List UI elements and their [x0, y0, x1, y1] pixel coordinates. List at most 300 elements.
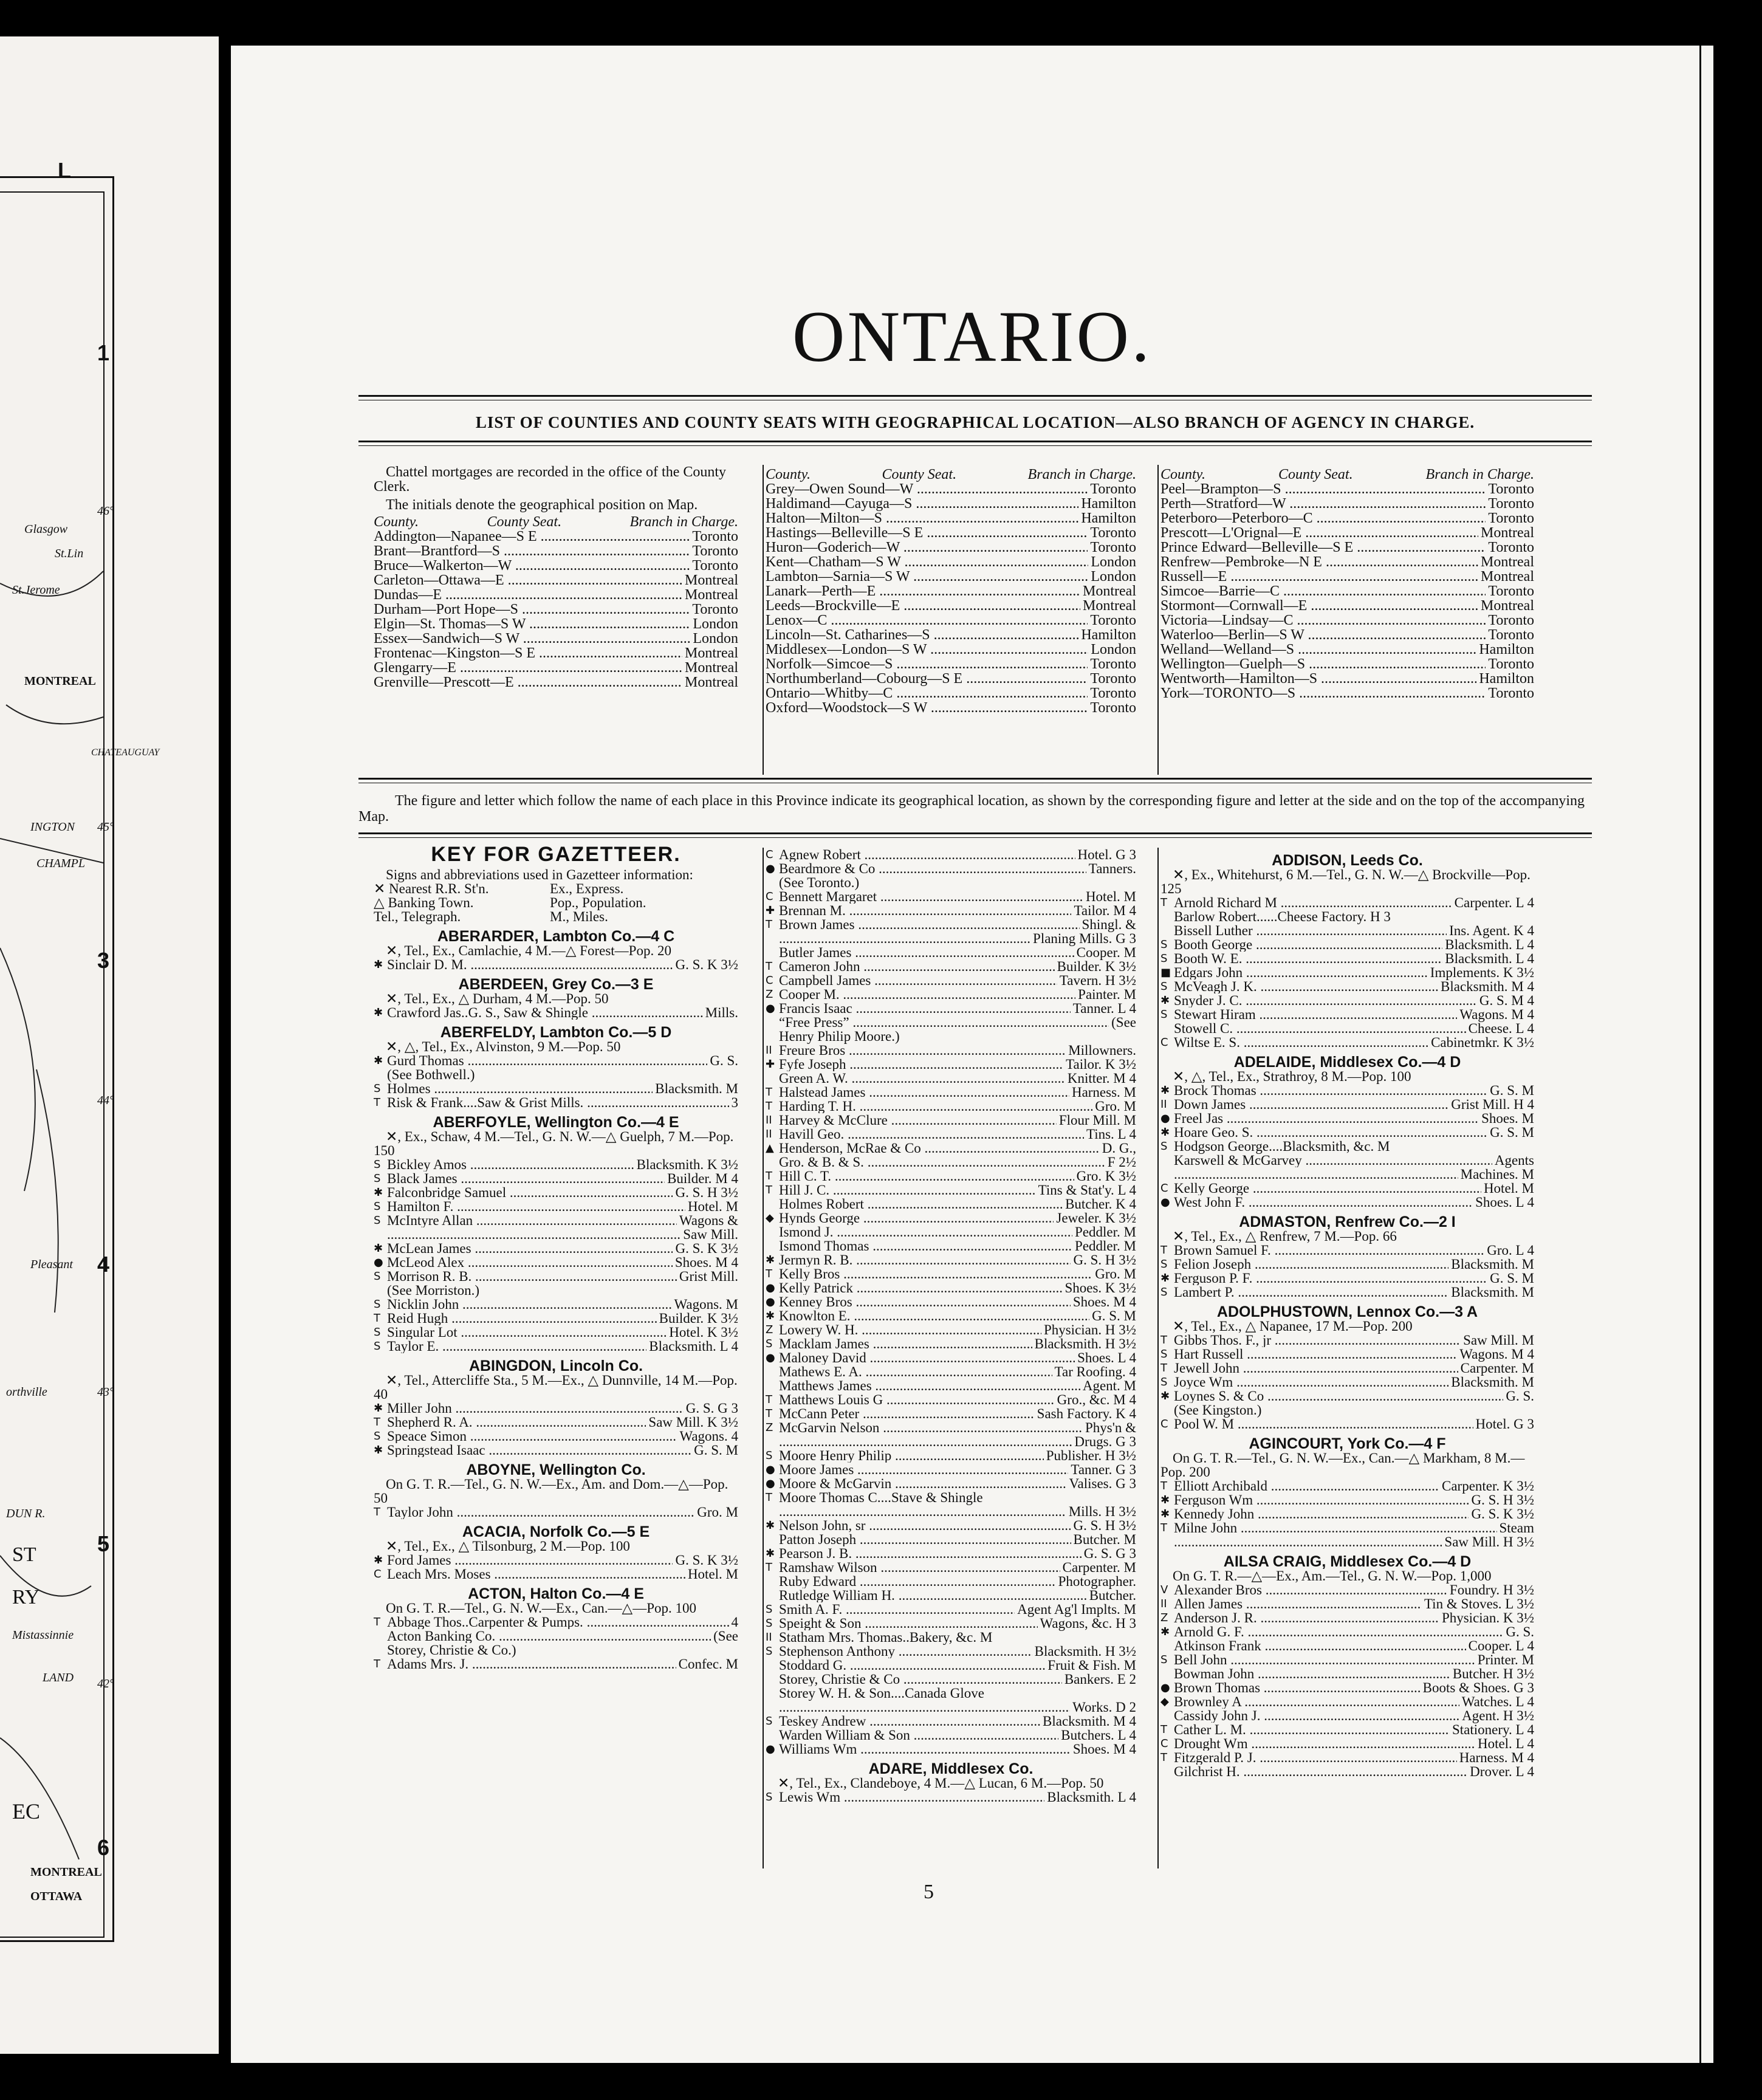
business-entry [766, 1574, 1136, 1588]
business-symbol: C [1160, 1737, 1168, 1750]
business-entry [766, 848, 1136, 862]
gazetteer-column-3 [1160, 848, 1534, 1779]
business-symbol: ● [374, 1256, 383, 1269]
county-name-seat: Lenox—C ..... [766, 613, 1088, 628]
business-trade: G. S. M 4 [1479, 993, 1534, 1008]
business-symbol: T [1160, 1334, 1167, 1347]
business-name: Hynds George ..... [779, 1211, 1054, 1225]
column-divider [763, 465, 764, 775]
business-name: Cassidy John J. ..... [1174, 1709, 1459, 1723]
gazetteer-column-1 [374, 843, 738, 1672]
gazetteer-page [231, 46, 1713, 2063]
business-name: “Free Press” ..... [779, 1015, 1109, 1029]
key-item-row [374, 910, 738, 924]
county-row [766, 569, 1136, 584]
business-symbol [1160, 910, 1174, 924]
county-name-seat: Addington—Napanee—S E ..... [374, 529, 690, 544]
business-trade: Drugs. G 3 [1074, 1434, 1136, 1449]
county-branch: Toronto [1090, 656, 1136, 672]
business-symbol: ✱ [1160, 1508, 1170, 1520]
business-name: Wiltse E. S. ..... [1174, 1035, 1428, 1049]
county-branch: Toronto [1488, 540, 1534, 555]
business-trade: Physician. H 3½ [1043, 1322, 1136, 1337]
business-entry [766, 1560, 1136, 1574]
business-entry [1160, 1083, 1534, 1097]
county-branch: London [693, 616, 738, 632]
business-entry [1160, 1667, 1534, 1681]
business-trade: Carpenter. L 4 [1454, 895, 1534, 910]
county-name-seat: Norfolk—Simcoe—S ..... [766, 657, 1088, 671]
county-name-seat: Kent—Chatham—S W ..... [766, 555, 1088, 569]
map-grid-number: 4 [97, 1252, 110, 1277]
key-sign: Tel., Telegraph. [374, 909, 461, 924]
business-name: Kelly Bros ..... [779, 1267, 1092, 1281]
business-entry [766, 1169, 1136, 1183]
map-latitude-label: 45° [97, 820, 114, 834]
business-entry [766, 1616, 1136, 1630]
business-trade: Watches. L 4 [1461, 1694, 1534, 1709]
business-name: Storey, Christie & Co ..... [779, 1672, 1062, 1686]
business-name: Bickley Amos ..... [387, 1158, 634, 1172]
business-symbol: ✚ [766, 904, 775, 917]
business-name: Hodgson George....Blacksmith, &c. M [1174, 1139, 1390, 1154]
business-name: Stoddard G. ..... [779, 1658, 1045, 1672]
business-entry [766, 890, 1136, 904]
business-entry [1160, 1695, 1534, 1709]
business-symbol: II [766, 1631, 772, 1644]
business-symbol [766, 932, 779, 945]
business-entry [1160, 1737, 1534, 1751]
business-name: Cather L. M. ..... [1174, 1723, 1450, 1737]
town-info: ✕, Tel., Attercliffe Sta., 5 M.—Ex., △ Dunnville, 14 M.—Pop. 40 [374, 1373, 738, 1402]
county-name-seat: Lambton—Sarnia—S W ..... [766, 569, 1088, 584]
double-rule [358, 441, 1592, 446]
business-symbol: C [1160, 1418, 1168, 1430]
business-name: Moore James ..... [779, 1463, 1068, 1477]
business-symbol: II [766, 1128, 772, 1141]
business-symbol: ● [766, 1295, 775, 1308]
business-entry [766, 1197, 1136, 1211]
business-symbol: ▲ [766, 1142, 774, 1155]
county-branch: Montreal [1481, 554, 1534, 570]
business-trade: Works. D 2 [1072, 1700, 1136, 1715]
county-row [374, 573, 738, 588]
business-name [779, 1505, 1066, 1518]
business-entry [766, 1029, 1136, 1043]
column-header [766, 467, 1136, 482]
business-symbol: T [766, 1393, 772, 1406]
counties-column-1 [374, 465, 738, 690]
business-name: Sinclair D. M. ..... [387, 958, 673, 972]
business-entry [766, 1790, 1136, 1804]
business-symbol [1160, 1709, 1174, 1723]
business-trade: (See [1111, 1015, 1136, 1030]
business-symbol: S [766, 1645, 773, 1658]
map-latitude-label: 43° [97, 1385, 114, 1399]
business-symbol: S [1160, 1348, 1168, 1361]
business-symbol [374, 1227, 387, 1241]
county-branch: Montreal [685, 587, 738, 603]
county-branch: Montreal [685, 645, 738, 661]
county-branch: Toronto [1090, 612, 1136, 628]
intro-text: The initials denote the geographical position on Map. [386, 497, 698, 513]
county-name-seat: Essex—Sandwich—S W ..... [374, 631, 690, 646]
business-trade: Blacksmith. H 3½ [1034, 1336, 1136, 1351]
business-trade [736, 1283, 738, 1297]
business-entry [374, 1186, 738, 1199]
business-name: Gro. & B. & S. ..... [779, 1155, 1105, 1169]
business-symbol: ● [766, 1477, 775, 1490]
county-name-seat: Durham—Port Hope—S ..... [374, 602, 690, 617]
business-trade: G. S. G 3 [1083, 1546, 1136, 1561]
business-symbol: C [1160, 1182, 1168, 1195]
business-name [779, 1700, 1070, 1714]
business-symbol: S [1160, 1653, 1168, 1666]
business-name: Pool W. M ..... [1174, 1417, 1473, 1431]
town-info: ✕, Tel., Ex., Camlachie, 4 M.—△ Forest—Pop. 20 [386, 943, 671, 958]
page-title: ONTARIO. [792, 296, 1153, 377]
business-symbol: T [1160, 1244, 1167, 1257]
business-trade: Tanners. [1088, 861, 1136, 876]
county-branch: Toronto [692, 602, 738, 617]
business-name: (See Bothwell.) [387, 1067, 475, 1082]
business-name: Cameron John ..... [779, 959, 1055, 973]
business-entry [766, 1127, 1136, 1141]
business-name: Stephenson Anthony ..... [779, 1644, 1032, 1658]
county-name-seat: Hastings—Belleville—S E ..... [766, 526, 1088, 540]
business-name: Miller John ..... [387, 1401, 684, 1415]
business-entry [1160, 1153, 1534, 1167]
business-entry [1160, 1403, 1534, 1417]
business-entry [374, 1505, 738, 1519]
business-trade: Agent. H 3½ [1462, 1708, 1534, 1723]
town-heading: ADELAIDE, Middlesex Co.—4 D [1233, 1054, 1461, 1071]
business-trade: G. S. [710, 1053, 738, 1068]
business-name: McGarvin Nelson ..... [779, 1421, 1083, 1435]
business-symbol: ● [1160, 1681, 1170, 1694]
county-row [1160, 686, 1534, 701]
business-name: Snyder J. C. ..... [1174, 993, 1477, 1007]
county-branch: London [1091, 554, 1136, 570]
business-symbol: ✱ [766, 1547, 775, 1560]
business-name: Brennan M. ..... [779, 904, 1071, 918]
business-entry [766, 1309, 1136, 1323]
business-name: Singular Lot ..... [387, 1325, 667, 1339]
county-row [374, 602, 738, 617]
business-name: West John F. ..... [1174, 1195, 1473, 1209]
business-entry [766, 1253, 1136, 1267]
county-row [766, 482, 1136, 496]
business-entry [374, 1227, 738, 1241]
town-info: ✕, Tel., Ex., △ Renfrew, 7 M.—Pop. 66 [1173, 1229, 1397, 1244]
county-row [374, 558, 738, 573]
county-row [766, 671, 1136, 686]
business-trade: Peddler. M [1075, 1238, 1136, 1254]
business-name: Ruby Edward ..... [779, 1574, 1056, 1588]
town-info: ✕, Tel., Ex., △ Durham, 4 M.—Pop. 50 [386, 991, 609, 1006]
business-trade: Blacksmith. M [1451, 1285, 1534, 1300]
county-name-seat: Wentworth—Hamilton—S ..... [1160, 671, 1476, 686]
business-trade: Carpenter. K 3½ [1441, 1478, 1534, 1494]
business-trade: Implements. K 3½ [1430, 965, 1534, 980]
county-branch: Hamilton [1479, 642, 1534, 657]
business-entry [374, 1415, 738, 1429]
county-name-seat: York—TORONTO—S ..... [1160, 686, 1486, 701]
business-symbol: T [374, 1506, 380, 1518]
business-entry [1160, 1653, 1534, 1667]
town-heading: AGINCOURT, York Co.—4 F [1249, 1435, 1446, 1452]
business-trade: F 2½ [1107, 1155, 1136, 1170]
business-name: Taylor E. ..... [387, 1339, 646, 1353]
county-name-seat: Leeds—Brockville—E ..... [766, 599, 1080, 613]
business-trade: G. S. M [1490, 1083, 1534, 1098]
business-trade: Butcher. H 3½ [1452, 1666, 1534, 1681]
town-heading: ABERDEEN, Grey Co.—3 E [458, 976, 654, 993]
business-entry [1160, 1681, 1534, 1695]
business-name: McLean James ..... [387, 1241, 673, 1255]
business-name: Arnold Richard M ..... [1174, 896, 1452, 910]
map-latitude-label: 44° [97, 1094, 114, 1107]
business-trade: Jeweler. K 3½ [1056, 1210, 1136, 1226]
county-row [766, 584, 1136, 599]
business-name: Teskey Andrew ..... [779, 1714, 1040, 1728]
town-heading: ADARE, Middlesex Co. [868, 1760, 1034, 1777]
business-name: Moore Thomas C....Stave & Shingle [779, 1490, 983, 1505]
county-row [766, 628, 1136, 642]
business-entry [1160, 1125, 1534, 1139]
business-symbol: ✱ [374, 1554, 383, 1566]
business-trade: Blacksmith. K 3½ [636, 1157, 738, 1172]
business-trade: Ins. Agent. K 4 [1449, 923, 1534, 938]
business-symbol [766, 1700, 779, 1714]
business-symbol: ✱ [1160, 1390, 1170, 1402]
business-trade: Fruit & Fish. M [1047, 1658, 1136, 1673]
business-symbol [1160, 924, 1174, 938]
town-info: ✕, Tel., Ex., △ Tilsonburg, 2 M.—Pop. 100 [386, 1539, 630, 1554]
town-heading: ABERFOYLE, Wellington Co.—4 E [433, 1114, 679, 1131]
county-name-seat: Brant—Brantford—S ..... [374, 544, 690, 558]
business-name [779, 1435, 1072, 1449]
business-name: Booth George ..... [1174, 938, 1442, 952]
business-trade: Tanner. G 3 [1071, 1462, 1136, 1477]
business-symbol: S [374, 1340, 381, 1353]
business-trade: Agents [1494, 1153, 1534, 1168]
business-symbol [766, 1239, 779, 1253]
town-heading: ADDISON, Leeds Co. [1272, 852, 1423, 869]
business-symbol: S [766, 1617, 773, 1630]
business-trade: Tin & Stoves. L 3½ [1424, 1596, 1534, 1611]
county-row [766, 511, 1136, 526]
business-trade: Carpenter. M [1460, 1361, 1534, 1376]
business-name: Williams Wm ..... [779, 1742, 1071, 1756]
town-info: On G. T. R.—Tel., G. N. W.—Ex., Can.—△ Markham, 8 M.—Pop. 200 [1160, 1450, 1525, 1480]
map-place-label: OTTAWA [30, 1890, 83, 1903]
business-entry [1160, 1347, 1534, 1361]
county-name-seat: Grey—Owen Sound—W ..... [766, 482, 1088, 496]
business-trade: Saw Mill. [683, 1227, 738, 1242]
business-entry [766, 1714, 1136, 1728]
county-row [1160, 628, 1534, 642]
county-row [1160, 599, 1534, 613]
business-trade: G. S. K 3½ [675, 957, 738, 972]
business-trade: Tins & Stat'y. L 4 [1038, 1182, 1136, 1198]
map-letter-L: L [58, 158, 71, 183]
business-symbol: S [766, 1337, 773, 1350]
business-name: Mathews E. A. ..... [779, 1365, 1052, 1379]
county-row [766, 701, 1136, 715]
business-name: Brown Thomas ..... [1174, 1681, 1421, 1695]
business-symbol: T [766, 918, 772, 931]
map-lines [0, 36, 219, 2054]
town-heading: AILSA CRAIG, Middlesex Co.—4 D [1223, 1553, 1472, 1570]
business-name: Rutledge William H. ..... [779, 1588, 1087, 1602]
business-name: Edgars John ..... [1174, 966, 1428, 980]
county-branch: Toronto [1488, 510, 1534, 526]
business-name: Brown Samuel F. ..... [1174, 1243, 1484, 1257]
county-row [1160, 555, 1534, 569]
county-name-seat: Victoria—Lindsay—C ..... [1160, 613, 1486, 628]
business-entry [766, 918, 1136, 932]
business-symbol: C [766, 890, 773, 903]
county-branch: Toronto [1488, 627, 1534, 643]
business-trade: (See [713, 1628, 738, 1644]
business-trade [1134, 1491, 1136, 1505]
business-entry [766, 1686, 1136, 1700]
business-entry [1160, 1611, 1534, 1625]
business-entry [374, 1629, 738, 1643]
county-name-seat: Wellington—Guelph—S ..... [1160, 657, 1486, 671]
business-name: Henry Philip Moore.) [779, 1029, 900, 1044]
business-name: Milne John ..... [1174, 1521, 1497, 1535]
business-trade: G. S. M [694, 1443, 738, 1458]
business-trade: Butcher. [1089, 1588, 1136, 1603]
business-name: Green A. W. ..... [779, 1071, 1065, 1085]
business-name [779, 932, 1030, 945]
business-trade: Foundry. H 3½ [1449, 1582, 1534, 1597]
business-trade: Shoes. L 4 [1077, 1350, 1136, 1365]
county-row [766, 540, 1136, 555]
county-name-seat: Grenville—Prescott—E ..... [374, 675, 682, 690]
business-symbol: S [1160, 952, 1168, 965]
business-trade: Publisher. H 3½ [1046, 1448, 1136, 1463]
key-title: KEY FOR GAZETTEER. [431, 843, 681, 866]
business-entry [1160, 1765, 1534, 1779]
business-trade: Gro. K 3½ [1076, 1168, 1136, 1184]
business-trade: Shoes. M 4 [1072, 1294, 1136, 1309]
business-trade: Phys'n & [1085, 1420, 1136, 1435]
business-name: Moore Henry Philip ..... [779, 1449, 1044, 1463]
business-symbol: II [766, 1114, 772, 1127]
business-symbol [766, 1365, 779, 1379]
business-symbol: ✱ [1160, 1126, 1170, 1139]
business-trade: Photographer. [1058, 1574, 1136, 1589]
county-name-seat: Frontenac—Kingston—S E ..... [374, 646, 682, 661]
county-name-seat: Dundas—E ..... [374, 588, 682, 602]
business-trade: G. S. H 3½ [1073, 1252, 1136, 1268]
county-row [1160, 584, 1534, 599]
map-latitude-label: 42° [97, 1677, 114, 1690]
business-entry [766, 987, 1136, 1001]
map-place-label: orthville [6, 1385, 47, 1399]
county-name-seat: Huron—Goderich—W ..... [766, 540, 1088, 555]
town-heading: ACACIA, Norfolk Co.—5 E [462, 1523, 650, 1540]
business-trade: Shoes. M [1481, 1111, 1534, 1126]
business-entry [766, 973, 1136, 987]
business-name: Hill C. T. ..... [779, 1169, 1074, 1183]
business-entry [766, 1518, 1136, 1532]
map-place-label: St.Jerome [12, 583, 60, 597]
header-seat: County Seat. [882, 467, 957, 482]
business-symbol: T [766, 1100, 772, 1113]
map-place-label: LAND [43, 1671, 74, 1684]
header-branch: Branch in Charge. [1425, 467, 1534, 482]
town-heading: ABOYNE, Wellington Co. [466, 1461, 646, 1478]
gazetteer-list [374, 930, 738, 1671]
business-name: Gilchrist H. ..... [1174, 1765, 1467, 1779]
business-trade: Blacksmith. L 4 [1047, 1789, 1136, 1805]
business-name: Shepherd R. A. ..... [387, 1415, 646, 1429]
county-row [1160, 671, 1534, 686]
business-entry [1160, 1181, 1534, 1195]
county-branch: Toronto [692, 543, 738, 559]
business-name: Crawford Jas..G. S., Saw & Shingle ..... [387, 1006, 703, 1020]
business-entry [1160, 1167, 1534, 1181]
business-symbol: T [766, 1491, 772, 1504]
business-entry [1160, 1257, 1534, 1271]
business-symbol [766, 1379, 779, 1393]
business-entry [766, 1113, 1136, 1127]
business-symbol: S [766, 1603, 773, 1616]
business-symbol: C [766, 974, 773, 987]
business-trade: Gro. M [1095, 1266, 1136, 1282]
business-symbol [1160, 1153, 1174, 1167]
key-sign: ✕ Nearest R.R. St'n. [374, 881, 489, 896]
map-grid-number: 6 [97, 1835, 110, 1860]
double-rule [358, 778, 1592, 783]
business-trade: Wagons. 4 [679, 1429, 738, 1444]
business-entry [766, 1239, 1136, 1253]
business-entry [1160, 1417, 1534, 1431]
business-symbol: T [374, 1658, 380, 1670]
business-trade: Saw Mill. K 3½ [648, 1415, 738, 1430]
business-trade: Millowners. [1068, 1043, 1136, 1058]
business-entry [766, 1057, 1136, 1071]
business-trade: Blacksmith. H 3½ [1034, 1644, 1136, 1659]
business-name: Bissell Luther ..... [1174, 924, 1447, 938]
business-symbol: ✱ [374, 1444, 383, 1457]
header-seat: County Seat. [1278, 467, 1353, 482]
business-symbol: ✱ [1160, 1084, 1170, 1097]
business-name: Springstead Isaac ..... [387, 1443, 691, 1457]
map-place-label: CHAMPL [36, 857, 85, 870]
business-entry [1160, 1535, 1534, 1549]
business-entry [374, 1615, 738, 1629]
business-name: Smith A. F. ..... [779, 1602, 1015, 1616]
business-name: Statham Mrs. Thomas..Bakery, &c. M [779, 1630, 993, 1645]
business-symbol: T [766, 1086, 772, 1099]
town-heading: ABINGDON, Lincoln Co. [468, 1357, 643, 1374]
business-trade: Shingl. & [1082, 917, 1136, 932]
business-trade: Builder. K 3½ [659, 1311, 738, 1326]
business-entry [766, 1155, 1136, 1169]
business-symbol: C [1160, 1036, 1168, 1049]
business-name: Speace Simon ..... [387, 1429, 677, 1443]
business-symbol [766, 1588, 779, 1602]
business-entry [766, 1449, 1136, 1463]
business-symbol: ● [766, 1282, 775, 1294]
county-branch: London [693, 631, 738, 647]
county-name-seat: Renfrew—Pembroke—N E ..... [1160, 555, 1478, 569]
